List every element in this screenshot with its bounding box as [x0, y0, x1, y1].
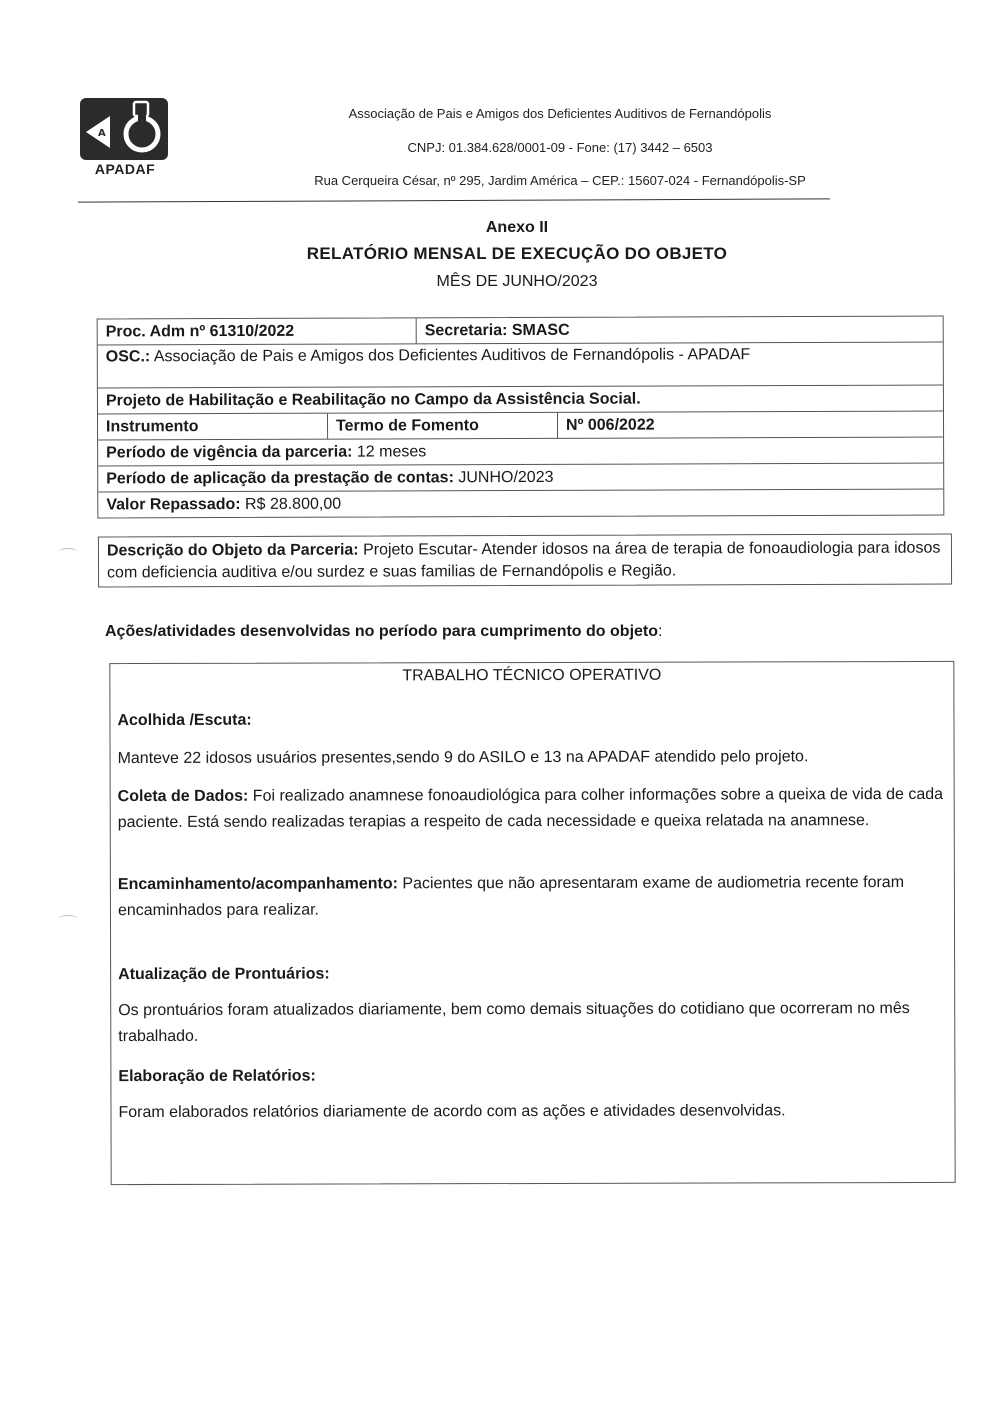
secretaria: Secretaria: SMASC — [416, 318, 570, 344]
project-text: Projeto de Habilitação e Reabilitação no Campo da Assistência Social. — [105, 390, 641, 410]
valor-value: R$ 28.800,00 — [240, 495, 342, 513]
aplicacao-label: Período de aplicação da prestação de contas: — [106, 469, 454, 488]
description-text: Projeto Escutar- Atender idosos na área de terapia de fonoaudiologia para idosos com deficiencia auditiva e/ou surdez e suas familias de Fernandópolis e Região. — [107, 539, 941, 582]
logo-text: APADAF — [94, 161, 156, 177]
object-description — [98, 534, 952, 588]
annex-title: Anexo II — [485, 219, 549, 236]
scan-mark — [58, 548, 78, 557]
row-instrumento — [98, 412, 943, 441]
relatorios-text: Foram elaborados relatórios diariamente de acordo com as ações e atividades desenvolvidas. — [118, 1102, 786, 1122]
row-proc — [98, 317, 943, 346]
actions-heading — [105, 623, 662, 641]
encaminhamento-paragraph — [118, 870, 948, 924]
prontuarios-title: Atualização de Prontuários: — [118, 965, 330, 984]
relatorios-title: Elaboração de Relatórios: — [118, 1067, 316, 1086]
numero-termo: Nº 006/2022 — [557, 413, 655, 438]
vigencia-value: 12 meses — [352, 443, 427, 461]
row-vigencia — [98, 438, 943, 467]
prontuarios-text: Os prontuários foram atualizados diariamente, bem como demais situações do cotidiano que ocorreram no mês trabalhado. — [118, 1000, 910, 1046]
aplicacao-value: JUNHO/2023 — [453, 468, 554, 487]
scan-mark — [58, 915, 78, 924]
report-month: MÊS DE JUNHO/2023 — [436, 273, 598, 290]
acolhida-title: Acolhida /Escuta: — [117, 711, 252, 730]
encaminhamento-text: Pacientes que não apresentaram exame de audiometria recente foram encaminhados para realizar. — [117, 874, 905, 920]
coleta-paragraph — [118, 782, 948, 836]
row-aplicacao — [98, 464, 943, 493]
acolhida-text: Manteve 22 idosos usuários presentes,sendo 9 do ASILO e 13 na APADAF atendido pelo projeto. — [117, 748, 809, 768]
instrumento-label: Instrumento — [106, 418, 199, 436]
work-title: TRABALHO TÉCNICO OPERATIVO — [402, 666, 662, 685]
address-line: Rua Cerqueira César, nº 295, Jardim América – CEP.: 15607-024 - Fernandópolis-SP — [314, 173, 806, 188]
osc-value: Associação de Pais e Amigos dos Deficientes Auditivos de Fernandópolis - APADAF — [150, 346, 751, 366]
encaminhamento-label: Encaminhamento/acompanhamento: — [117, 875, 398, 894]
row-osc — [98, 343, 943, 389]
osc-label: OSC.: — [105, 348, 151, 366]
proc-adm: Proc. Adm nº 61310/2022 — [105, 322, 295, 341]
coleta-label: Coleta de Dados: — [117, 787, 249, 806]
actions-heading-colon: : — [658, 623, 663, 640]
header-divider — [78, 198, 830, 202]
coleta-text: Foi realizado anamnese fonoaudiológica para colher informações sobre a queixa de vida de cada paciente. Está sendo realizadas terapias a respeito de cada necessidade e queixa relatada na anamnese. — [117, 785, 944, 832]
svg-text:A: A — [98, 128, 106, 139]
org-name: Associação de Pais e Amigos dos Deficientes Auditivos de Fernandópolis — [348, 106, 772, 121]
vigencia-label: Período de vigência da parceria: — [106, 443, 353, 462]
cnpj-line: CNPJ: 01.384.628/0001-09 - Fone: (17) 3442 – 6503 — [407, 140, 713, 155]
project-name — [98, 386, 943, 415]
work-box — [109, 661, 955, 1185]
info-table — [97, 316, 945, 519]
description-label: Descrição do Objeto da Parceria: — [106, 541, 359, 560]
report-title: RELATÓRIO MENSAL DE EXECUÇÃO DO OBJETO — [306, 244, 728, 263]
row-valor — [98, 490, 943, 518]
valor-label: Valor Repassado: — [106, 495, 241, 514]
termo-fomento: Termo de Fomento — [327, 413, 479, 439]
actions-heading-text: Ações/atividades desenvolvidas no período para cumprimento do objeto — [105, 623, 659, 640]
